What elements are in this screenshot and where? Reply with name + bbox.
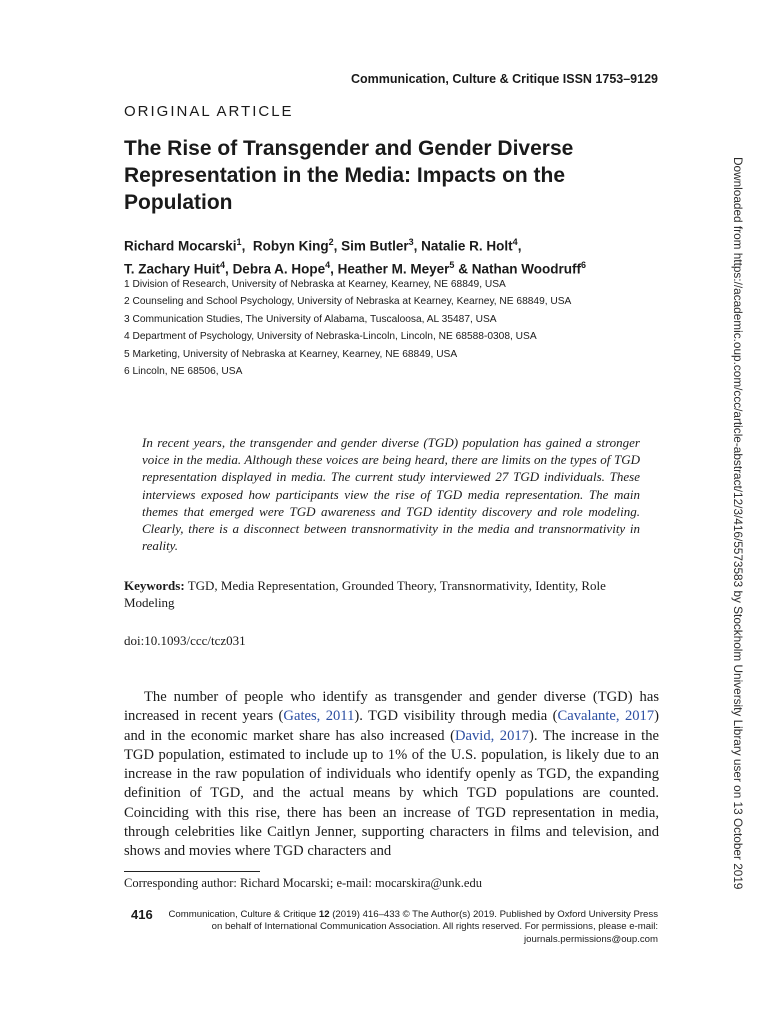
affiliation-item: 1 Division of Research, University of Nebraska at Kearney, Kearney, NE 68849, USA [124, 279, 506, 290]
article-title: The Rise of Transgender and Gender Diverse Representation in the Media: Impacts on the Population [124, 137, 574, 214]
author-affiliation-mark: 2 [328, 237, 334, 247]
footer-rest: (2019) 416–433 © The Author(s) 2019. Published by Oxford University Press on behalf of International Communication Association. All rights reserved. For permissions, please e-mail: journals.permissions@oup.com [211, 909, 658, 945]
author-name: T. Zachary Huit [124, 261, 221, 276]
author-affiliation-mark: 1 [236, 237, 242, 247]
keywords-list: TGD, Media Representation, Grounded Theory, Transnormativity, Identity, Role Modeling [124, 578, 606, 610]
footer-citation [166, 909, 658, 946]
author-list: Richard Mocarski$^1$, Robyn King$^2$, Sim Butler$^3$, Natalie R. Holt$^4$, T. Zachary Huit$^4$, Debra A. Hope$^4$, Heather M. Meyer$^5$ & Nathan Woodruff$^6$ [124, 237, 586, 276]
body-text-segment: ). TGD visibility through media ( [354, 708, 558, 725]
citation-link[interactable]: David, 2017 [454, 727, 529, 744]
author-name: Heather M. Meyer [337, 261, 450, 276]
footnote-divider [124, 871, 260, 872]
abstract: In recent years, the transgender and gender diverse (TGD) population has gained a stronger voice in the media. Although these voices are being heard, there are limits on the types of TGD representation displayed in media. The current study interviewed 27 TGD individuals. These interviews exposed how participants view the rise of TGD media representation. The main themes that emerged were TGD awareness and TGD identity discovery and role modeling. Clearly, there is a disconnect between transnormativity in the media and transnormativity in reality. [142, 435, 640, 554]
affiliation-item: 2 Counseling and School Psychology, University of Nebraska at Kearney, Kearney, NE 68849, USA [124, 296, 572, 308]
author-affiliation-mark: 4 [325, 259, 331, 270]
affiliation-item: 4 Department of Psychology, University of Nebraska-Lincoln, Lincoln, NE 68588-0308, USA [124, 331, 537, 343]
body-text-segment: The number of people who identify as transgender and gender diverse (TGD) has increased in recent years ( [124, 689, 659, 725]
footer-journal: Communication, Culture & Critique [168, 909, 319, 920]
author-name: Sim Butler [341, 238, 409, 254]
article-type: ORIGINAL ARTICLE [124, 103, 294, 120]
author-name: Nathan Woodruff [471, 261, 581, 276]
author-name: Robyn King [252, 238, 329, 254]
footer-volume: 12 [318, 909, 330, 920]
author-affiliation-mark: 4 [220, 259, 226, 270]
keywords-label: Keywords: [124, 578, 185, 593]
corresponding-author-footnote: Corresponding author: Richard Mocarski; e-mail: mocarskira@unk.edu [124, 876, 482, 890]
keywords [124, 577, 659, 611]
author-name: Natalie R. Holt [421, 238, 513, 254]
author-affiliation-mark: 6 [580, 259, 586, 270]
affiliation-item: 6 Lincoln, NE 68506, USA [124, 366, 243, 378]
doi: doi:10.1093/ccc/tcz031 [124, 633, 246, 648]
affiliation-item: 3 Communication Studies, The University of Alabama, Tuscaloosa, AL 35487, USA [124, 313, 497, 325]
citation-link[interactable]: Gates, 2011 [283, 708, 355, 725]
citation-link[interactable]: Cavalante, 2017 [557, 708, 655, 725]
affiliation-item: 5 Marketing, University of Nebraska at Kearney, Kearney, NE 68849, USA [124, 348, 458, 360]
author-name: Debra A. Hope [232, 261, 326, 276]
journal-header: Communication, Culture & Critique ISSN 1753–9129 [350, 72, 658, 86]
body-paragraph [124, 688, 659, 862]
author-affiliation-mark: 5 [449, 259, 455, 270]
body-text-segment: ). The increase in the TGD population, estimated to include up to 1% of the U.S. population, is likely due to an increase in the raw population of individuals who identify openly as TGD, the expanding definition of TGD, and the actual means by which TGD populations are counted. Coinciding with this rise, there has been an increase of TGD representation in media, through celebrities like Caitlyn Jenner, supporting characters in films and television, and shows and movies where TGD characters and [124, 727, 660, 860]
download-watermark: Downloaded from https://academic.oup.com/ccc/article-abstract/12/3/416/5573583 by Stockholm University Library user on 13 October 2019 [731, 157, 745, 890]
affiliation-list [124, 276, 669, 380]
body-text-segment: ) and in the economic market share has also increased ( [124, 708, 660, 744]
author-name: Richard Mocarski [124, 238, 237, 254]
page-number: 416 [131, 907, 153, 922]
author-affiliation-mark: 4 [512, 237, 518, 247]
author-affiliation-mark: 3 [408, 237, 414, 247]
